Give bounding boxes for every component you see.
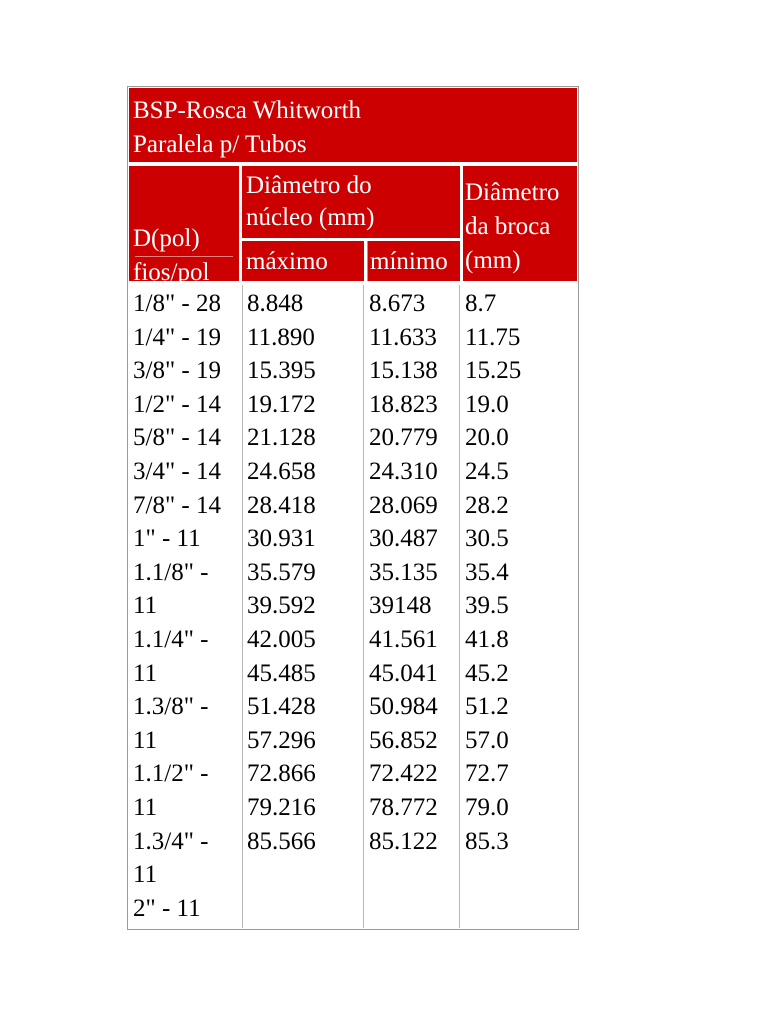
table-cell: 79.0 <box>465 793 509 821</box>
table-cell: 15.395 <box>247 357 316 385</box>
table-cell: 19.172 <box>247 390 316 418</box>
table-cell: 28.2 <box>465 491 509 519</box>
table-cell: 20.779 <box>369 424 438 452</box>
header-dpol <box>129 166 239 286</box>
header-dpol-label: D(pol) fios/pol <box>133 225 210 286</box>
table-cell: 1/2" - 14 <box>133 390 221 418</box>
table-cell: 8.7 <box>465 290 497 317</box>
header-maximo: máximo <box>242 241 364 281</box>
table-cell: 45.2 <box>465 659 509 687</box>
table-cell: 85.566 <box>247 827 316 855</box>
table-cell: 1" - 11 <box>133 525 201 553</box>
table-cell: 78.772 <box>369 793 438 821</box>
table-cell: 72.422 <box>369 760 438 788</box>
table-cell: 30.487 <box>369 525 438 553</box>
column-minimo <box>367 285 460 928</box>
bsp-thread-table <box>127 86 579 930</box>
table-cell: 11 <box>133 861 158 889</box>
table-cell: 41.8 <box>465 625 509 653</box>
header-broca: Diâmetro da broca (mm) <box>463 166 577 281</box>
table-cell: 11 <box>133 659 158 687</box>
table-cell: 56.852 <box>369 726 438 754</box>
table-cell: 24.658 <box>247 457 316 485</box>
table-cell: 85.122 <box>369 827 438 855</box>
table-cell: 24.5 <box>465 457 509 485</box>
table-cell: 18.823 <box>369 390 438 418</box>
table-cell: 3/8" - 19 <box>133 357 221 385</box>
table-cell: 11 <box>133 726 158 754</box>
table-cell: 39.5 <box>465 592 509 620</box>
table-cell: 72.866 <box>247 760 316 788</box>
table-cell: 7/8" - 14 <box>133 491 221 519</box>
table-cell: 11.890 <box>247 323 315 351</box>
table-cell: 35.579 <box>247 558 316 586</box>
table-cell: 39148 <box>369 592 432 620</box>
column-maximo <box>242 285 364 928</box>
header-nucleo: Diâmetro do núcleo (mm) <box>242 166 460 238</box>
table-cell: 15.25 <box>465 357 522 385</box>
table-cell: 39.592 <box>247 592 316 620</box>
table-cell: 1.1/2" - <box>133 760 209 788</box>
table-cell: 8.673 <box>369 290 426 317</box>
table-cell: 11 <box>133 592 158 620</box>
table-cell: 1/8" - 28 <box>133 290 221 317</box>
table-cell: 72.7 <box>465 760 509 788</box>
table-cell: 50.984 <box>369 693 438 721</box>
table-cell: 79.216 <box>247 793 316 821</box>
table-cell: 21.128 <box>247 424 316 452</box>
table-cell: 42.005 <box>247 625 316 653</box>
table-title: BSP-Rosca Whitworth Paralela p/ Tubos <box>129 88 577 162</box>
header-minimo: mínimo <box>367 241 460 281</box>
table-cell: 45.485 <box>247 659 316 687</box>
table-cell: 1.1/4" - <box>133 625 209 653</box>
table-cell: 15.138 <box>369 357 438 385</box>
table-cell: 35.4 <box>465 558 509 586</box>
table-cell: 11 <box>133 793 158 821</box>
table-cell: 28.418 <box>247 491 316 519</box>
table-cell: 1/4" - 19 <box>133 323 221 351</box>
table-cell: 2" - 11 <box>133 894 201 922</box>
table-cell: 5/8" - 14 <box>133 424 221 452</box>
table-cell: 30.5 <box>465 525 509 553</box>
table-cell: 11.633 <box>369 323 437 351</box>
table-cell: 85.3 <box>465 827 509 855</box>
table-cell: 8.848 <box>247 290 304 317</box>
table-cell: 20.0 <box>465 424 509 452</box>
table-cell: 28.069 <box>369 491 438 519</box>
table-cell: 51.2 <box>465 693 509 721</box>
table-cell: 45.041 <box>369 659 438 687</box>
table-cell: 24.310 <box>369 457 438 485</box>
table-cell: 30.931 <box>247 525 316 553</box>
header-divider <box>135 256 233 257</box>
table-cell: 1.1/8" - <box>133 558 209 586</box>
table-cell: 3/4" - 14 <box>133 457 221 485</box>
column-broca <box>463 285 577 928</box>
table-cell: 19.0 <box>465 390 509 418</box>
table-cell: 51.428 <box>247 693 316 721</box>
table-cell: 41.561 <box>369 625 438 653</box>
table-cell: 11.75 <box>465 323 521 351</box>
table-cell: 1.3/8" - <box>133 693 209 721</box>
table-cell: 1.3/4" - <box>133 827 209 855</box>
table-cell: 35.135 <box>369 558 438 586</box>
table-cell: 57.0 <box>465 726 509 754</box>
table-cell: 57.296 <box>247 726 316 754</box>
column-sizes <box>129 285 239 928</box>
